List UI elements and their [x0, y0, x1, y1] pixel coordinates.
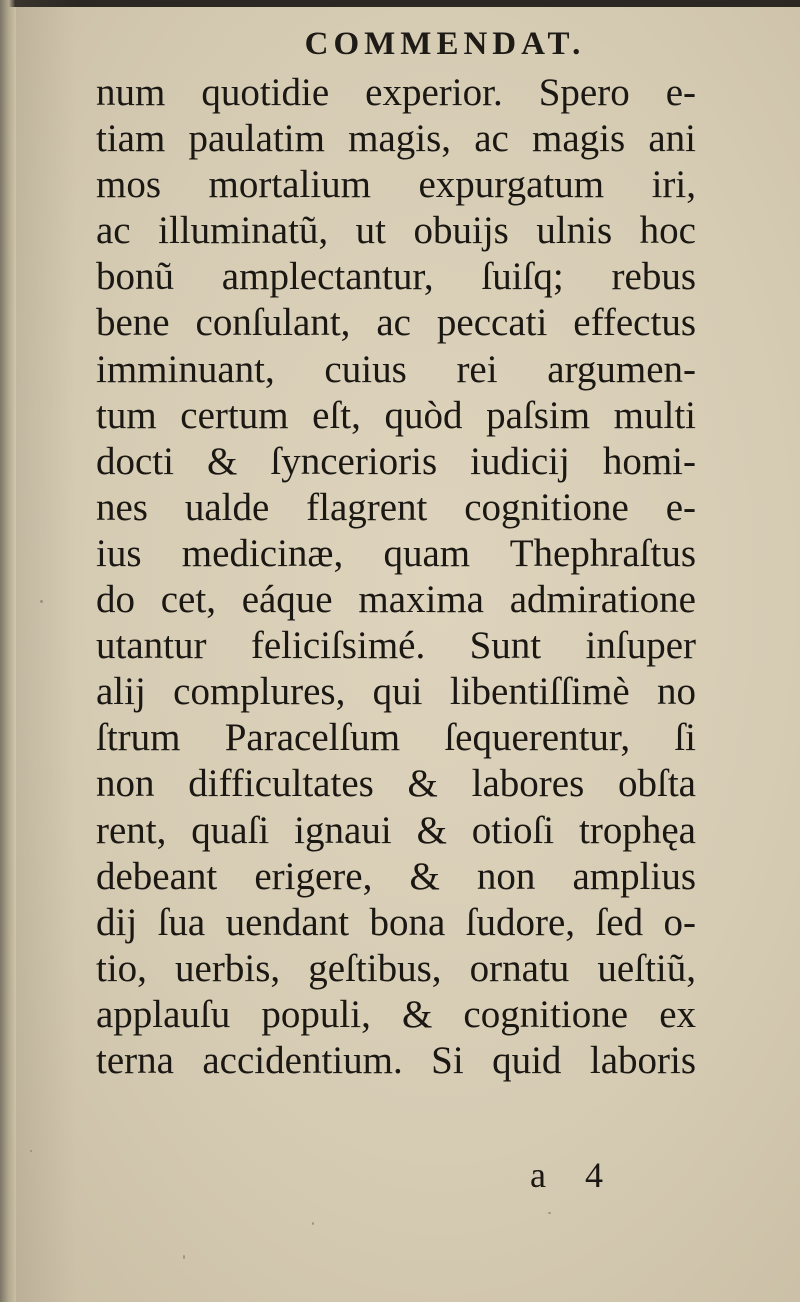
text-line: docti & ſyncerioris iudicij homi- [96, 439, 696, 483]
body-text [96, 70, 696, 1084]
text-line: debeant erigere, & non amplius [96, 854, 696, 898]
page-binding-edge [0, 0, 16, 1302]
text-line: bonũ amplectantur, ſuiſq; rebus [96, 255, 696, 299]
text-line: alij complures, qui libentiſſimè no [96, 670, 696, 714]
text-line: tum certum eſt, quòd paſsim multi [96, 393, 696, 437]
paper-speck [183, 1255, 185, 1259]
text-line: imminuant, cuius rei argumen- [96, 347, 696, 391]
paper-speck [40, 600, 43, 603]
text-line: non difficultates & labores obſta [96, 762, 696, 806]
running-title: COMMENDAT. [304, 26, 586, 62]
text-line: dij ſua uendant bona ſudore, ſed o- [96, 900, 696, 944]
text-line: ius medicinæ, quam Thephraſtus [96, 531, 696, 575]
signature-mark: a 4 [530, 1155, 603, 1195]
text-line: terna accidentium. Si quid laboris [96, 1038, 696, 1082]
gutter-shadow [16, 0, 76, 1302]
text-line: nes ualde flagrent cognitione e- [96, 485, 696, 529]
text-line: rent, quaſi ignaui & otioſi trophęa [96, 808, 696, 852]
paper-speck [548, 1212, 551, 1214]
text-line: utantur feliciſsimé. Sunt inſuper [96, 624, 696, 668]
paper-speck [30, 1150, 32, 1152]
text-line: ac illuminatũ, ut obuijs ulnis hoc [96, 209, 696, 253]
text-line: do cet, eáque maxima admiratione [96, 578, 696, 622]
text-line: num quotidie experior. Spero e- [96, 71, 696, 114]
text-line: mos mortalium expurgatum iri, [96, 163, 696, 207]
text-line: tio, uerbis, geſtibus, ornatu ueſtiũ, [96, 946, 696, 990]
page-top-edge [0, 0, 800, 7]
text-line: bene conſulant, ac peccati effectus [96, 301, 696, 345]
text-line: ſtrum Paracelſum ſequerentur, ſi [96, 716, 696, 760]
text-line: tiam paulatim magis, ac magis ani [96, 117, 696, 161]
paper-speck [312, 1222, 314, 1225]
text-line: applauſu populi, & cognitione ex [96, 992, 696, 1036]
